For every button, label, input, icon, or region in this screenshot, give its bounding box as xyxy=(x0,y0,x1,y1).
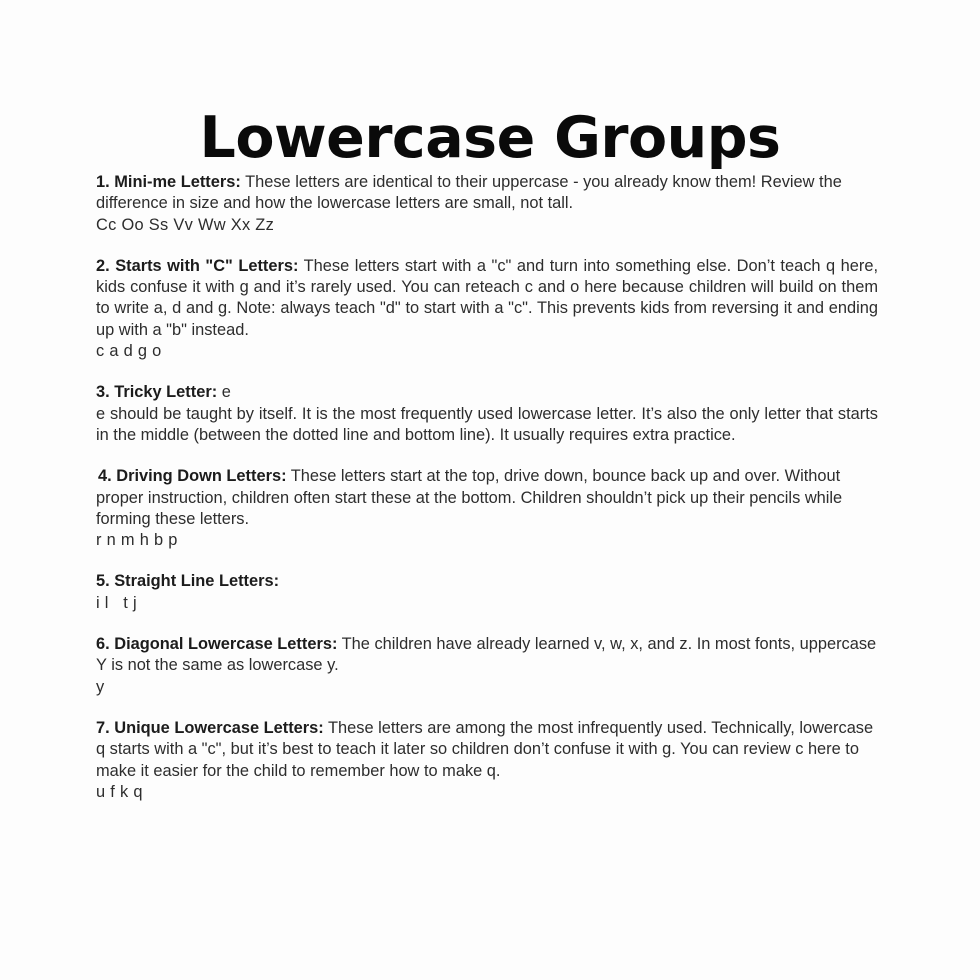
section-2-heading xyxy=(110,257,299,275)
section-7 xyxy=(96,718,878,803)
section-3-paragraph-2: e should be taught by itself. It is the most frequently used lowercase letter. It’s also the only letter that starts in the middle (between the dotted line and bottom line). It usually requires extra practice. xyxy=(96,404,878,444)
section-5 xyxy=(96,571,878,614)
section-6-heading xyxy=(110,635,338,653)
section-2-body: These letters start with a "c" and turn into something else. Don’t teach q here, kids confuse it with g and it’s rarely used. You can reteach c and o here because children will build on them to write a, d and g. Note: always teach "d" to start with a "c". This prevents kids from reversing it and ending up with a "b" instead. xyxy=(96,256,878,339)
section-1-heading xyxy=(110,173,241,191)
section-3-number: 3. xyxy=(96,383,110,402)
section-4-number: 4. xyxy=(98,467,112,486)
section-6-number: 6. xyxy=(96,635,110,654)
section-5-letters: i l t j xyxy=(96,593,137,612)
section-2-heading-text: Starts with "C" Letters: xyxy=(115,256,299,275)
section-5-paragraph xyxy=(96,571,878,592)
section-7-body: These letters are among the most infrequently used. Technically, lowercase q starts with a "c", but it’s best to teach it later so children don’t confuse it with g. You can review c here to make it easier for the child to remember how to make q. xyxy=(96,718,874,780)
section-2-letters: c a d g o xyxy=(96,342,162,361)
section-2-paragraph xyxy=(96,256,878,341)
section-6 xyxy=(96,634,878,698)
section-4-heading-text: Driving Down Letters: xyxy=(116,467,287,486)
section-3-heading xyxy=(110,383,218,401)
document-body xyxy=(96,172,878,803)
section-5-number: 5. xyxy=(96,572,110,591)
section-3-body: e xyxy=(221,383,231,402)
section-4-letters: r n m h b p xyxy=(96,531,178,550)
section-1-paragraph xyxy=(96,172,878,215)
section-2 xyxy=(96,256,878,362)
section-5-heading xyxy=(110,572,279,590)
section-6-letters: y xyxy=(96,677,105,696)
section-1 xyxy=(96,172,878,236)
section-3-heading-text: Tricky Letter: xyxy=(114,383,218,402)
section-1-heading-text: Mini-me Letters: xyxy=(114,173,241,191)
section-5-heading-text: Straight Line Letters: xyxy=(114,572,280,591)
section-4 xyxy=(96,466,878,551)
section-3 xyxy=(96,382,878,446)
section-4-paragraph xyxy=(96,466,878,530)
section-1-body: These letters are identical to their uppercase - you already know them! Review the difference in size and how the lowercase letters are small, not tall. xyxy=(96,173,842,213)
section-4-body: These letters start at the top, drive down, bounce back up and over. Without proper instruction, children often start these at the bottom. Children shouldn’t pick up their pencils while forming these letters. xyxy=(96,467,843,528)
page-title: Lowercase Groups xyxy=(199,105,781,172)
section-7-heading-text: Unique Lowercase Letters: xyxy=(114,718,324,737)
section-4-heading xyxy=(112,467,287,485)
section-7-heading xyxy=(110,719,324,737)
section-7-paragraph xyxy=(96,718,878,782)
section-1-letters: Cc Oo Ss Vv Ww Xx Zz xyxy=(96,215,275,234)
section-7-number: 7. xyxy=(96,718,110,737)
section-3-paragraph xyxy=(96,382,878,403)
section-6-paragraph xyxy=(96,634,878,677)
section-6-body: The children have already learned v, w, x, and z. In most fonts, uppercase Y is not the same as lowercase y. xyxy=(96,635,877,675)
section-2-number: 2. xyxy=(96,256,110,275)
section-1-number: 1. xyxy=(96,173,110,191)
section-6-heading-text: Diagonal Lowercase Letters: xyxy=(114,635,338,654)
section-7-letters: u f k q xyxy=(96,782,143,801)
